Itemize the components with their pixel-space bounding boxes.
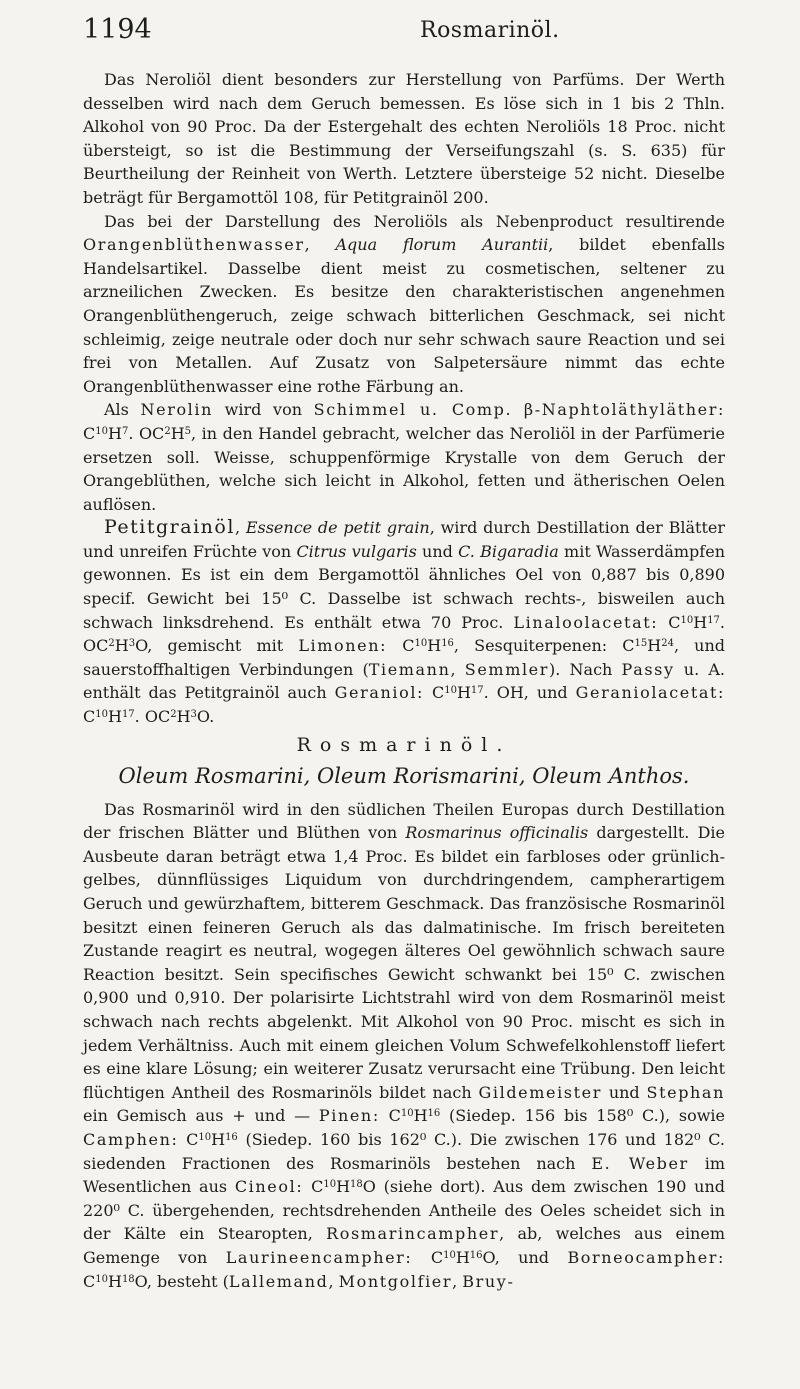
heading-petitgrainoel: Petitgrainöl bbox=[104, 516, 235, 539]
chemical-formula: $C^{10}H^{16}$ bbox=[387, 636, 454, 656]
term-geraniol: Geraniol: bbox=[334, 683, 425, 703]
term-orangenbluethenwasser: Orangenblüthenwasser bbox=[83, 235, 305, 255]
author-name: Gildemeister bbox=[478, 1082, 602, 1102]
paragraph-nerolin: Als Nerolin wird von Schimmel u. Comp. β-Naphtoläthyläther: $C^{10}H^7$. $OC^2H^5$, in den Handel gebracht, welcher das Neroliöl in der Parfümerie ersetzen soll. Weisse, schuppenförmige Krystalle von dem Geruch der Orangeblüthen, welche sich leicht in Alkohol, fetten und ätherischen Oelen auflösen. bbox=[83, 400, 726, 514]
author-name: Stephan bbox=[646, 1082, 725, 1102]
term-pinen: Pinen: bbox=[318, 1106, 380, 1126]
paragraph-petitgrainoel: Petitgrainöl, Essence de petit grain, wird durch Destillation der Blätter und unreifen Früchte von Citrus vulgaris und C. Bigaradia mit Wasserdämpfen gewonnen. Es ist ein dem Bergamottöl ähnliches Oel von 0,887 bis 0,890 specif. Gewicht bei 15⁰ C. Dasselbe ist schwach rechts-, bisweilen auch schwach linksdrehend. Es enthält etwa 70 Proc. Linaloolacetat: $C^{10}H^{17}$. $OC^2H^3O$, gemischt mit Limonen: $C^{10}H^{16}$, Sesquiterpenen: $C^{15}H^{24}$, und sauerstoffhaltigen Verbindungen (Tiemann, Semmler). Nach Passy u. A. enthält das Petitgrainöl auch Geraniol: $C^{10}H^{17}$. OH, und Geraniolacetat: $C^{10}H^{17}$. $OC^2H^3O$. bbox=[83, 516, 726, 727]
paragraph-orangenbluethenwasser: Das bei der Darstellung des Neroliöls als Nebenproduct resultirende Orangenblüthenwasser, Aqua florum Aurantii, bildet ebenfalls Handelsartikel. Dasselbe dient meist zu cosmetischen, seltener zu arzneilichen Zwecken. Es besitze den charakteristischen angenehmen Orangenblüthengeruch, zeige schwach bitterlichen Geschmack, sei nicht schleimig, zeige neutrale oder doch nur sehr schwach saure Reaction und sei frei von Metallen. Auf Zusatz von Salpetersäure nimmt das echte Orangenblüthenwasser eine rothe Färbung an. bbox=[83, 211, 726, 396]
chemical-formula: $C^{10}H^{16}$ bbox=[379, 1106, 441, 1126]
chemical-formula: $C^{10}H^{17}$. OH bbox=[424, 683, 524, 703]
chemical-formula: $C^{10}H^{18}O$ bbox=[303, 1177, 376, 1197]
author-name: Montgolfier bbox=[338, 1271, 453, 1291]
author-name: Passy bbox=[621, 659, 675, 679]
author-name: Bruy- bbox=[462, 1271, 515, 1291]
chemical-formula: $C^{10}H^7$. $OC^2H^5$ bbox=[83, 423, 192, 443]
running-head: Rosmarinöl. bbox=[420, 18, 560, 43]
term-limonen: Limonen: bbox=[298, 636, 388, 656]
term-linaloolacetat: Linaloolacetat: bbox=[513, 612, 659, 632]
author-name: Semmler bbox=[464, 659, 550, 679]
author-name: Lallemand bbox=[228, 1271, 329, 1291]
chemical-formula: $C^{10}H^{16}$ bbox=[178, 1129, 238, 1149]
chemical-formula: $C^{10}H^{16}O$ bbox=[412, 1247, 495, 1267]
chemical-formula: $C^{10}H^{17}$. $OC^2H^3O$ bbox=[83, 612, 726, 656]
latin-name: Rosmarinus officinalis bbox=[405, 823, 589, 843]
term-borneocampher: Borneocampher: bbox=[567, 1247, 726, 1267]
chemical-formula: $C^{15}H^{24}$ bbox=[622, 636, 674, 656]
firm-name: Schimmel u. Comp. bbox=[313, 400, 513, 420]
author-name: E. Weber bbox=[591, 1153, 689, 1173]
term-cineol: Cineol: bbox=[234, 1177, 304, 1197]
paragraph-rosmarinoel: Das Rosmarinöl wird in den südlichen Theilen Europas durch Destillation der frischen Blätter und Blüthen von Rosmarinus officinalis dargestellt. Die Ausbeute daran beträgt etwa 1,4 Proc. Es bildet ein farbloses oder grünlich-gelbes, dünnflüssiges Liquidum von durchdringendem, campherartigem Geruch und gewürzhaftem, bitterem Geschmack. Das französische Rosmarinöl besitzt einen feineren Geruch als das dalmatinische. Im frisch bereiteten Zustande reagirt es neutral, wogegen älteres Oel gewöhnlich schwach saure Reaction besitzt. Sein specifisches Gewicht schwankt bei 15⁰ C. zwischen 0,900 und 0,910. Der polarisirte Lichtstrahl wird von dem Rosmarinöl meist schwach nach rechts abgelenkt. Mit Alkohol von 90 Proc. mischt es sich in jedem Verhältniss. Auch mit einem gleichen Volum Schwefelkohlenstoff liefert es eine klare Lösung; ein weiterer Zusatz verursacht eine Trübung. Den leicht flüchtigen Antheil des Rosmarinöls bildet nach Gildemeister und Stephan ein Gemisch aus + und — Pinen: $C^{10}H^{16}$ (Siedep. 156 bis 158⁰ C.), sowie Camphen: $C^{10}H^{16}$ (Siedep. 160 bis 162⁰ C.). Die zwischen 176 und 182⁰ C. siedenden Fractionen des Rosmarinöls bestehen nach E. Weber im Wesentlichen aus Cineol: $C^{10}H^{18}O$ (siehe dort). Aus dem zwischen 190 und 220⁰ C. übergehenden, rechtsdrehenden Antheile des Oeles scheidet sich in der Kälte ein Stearopten, Rosmarincampher, ab, welches aus einem Gemenge von Laurineencampher: $C^{10}H^{16}O$, und Borneocampher: $C^{10}H^{18}O$, besteht (Lallemand, Montgolfier, Bruy- bbox=[83, 799, 726, 1291]
section-synonyms: Oleum Rosmarini, Oleum Rorismarini, Oleum Anthos. bbox=[118, 763, 690, 788]
page-number: 1194 bbox=[83, 14, 152, 45]
term-rosmarincampher: Rosmarincampher bbox=[326, 1224, 500, 1244]
section-title: Rosmarinöl. bbox=[296, 733, 512, 756]
paragraph-neroli-use: Das Neroliöl dient besonders zur Herstellung von Parfüms. Der Werth desselben wird nach dem Geruch bemessen. Es löse sich in 1 bis 2 Thln. Alkohol von 90 Proc. Da der Estergehalt des echten Neroliöls 18 Proc. nicht übersteigt, so ist die Bestimmung der Verseifungszahl (s. S. 635) für Beurtheilung der Reinheit von Werth. Letztere übersteige 52 nicht. Dieselbe beträgt für Bergamottöl 108, für Petitgrainöl 200. bbox=[83, 70, 725, 207]
term-geraniolacetat: Geraniolacetat: bbox=[575, 683, 726, 703]
term-camphen: Camphen: bbox=[83, 1129, 179, 1149]
term-nerolin: Nerolin bbox=[140, 400, 214, 420]
latin-name: Aqua florum Aurantii bbox=[335, 235, 549, 255]
text-body bbox=[83, 68, 725, 1293]
chemical-formula: $C^{10}H^{18}O$ bbox=[83, 1271, 147, 1291]
term-laurineencampher: Laurineencampher: bbox=[225, 1247, 413, 1267]
author-name: Tiemann bbox=[368, 659, 451, 679]
compound-name: β-Naphtoläthyläther: bbox=[523, 400, 725, 420]
chemical-formula: $C^{10}H^{17}$. $OC^2H^3O$. bbox=[83, 707, 215, 727]
